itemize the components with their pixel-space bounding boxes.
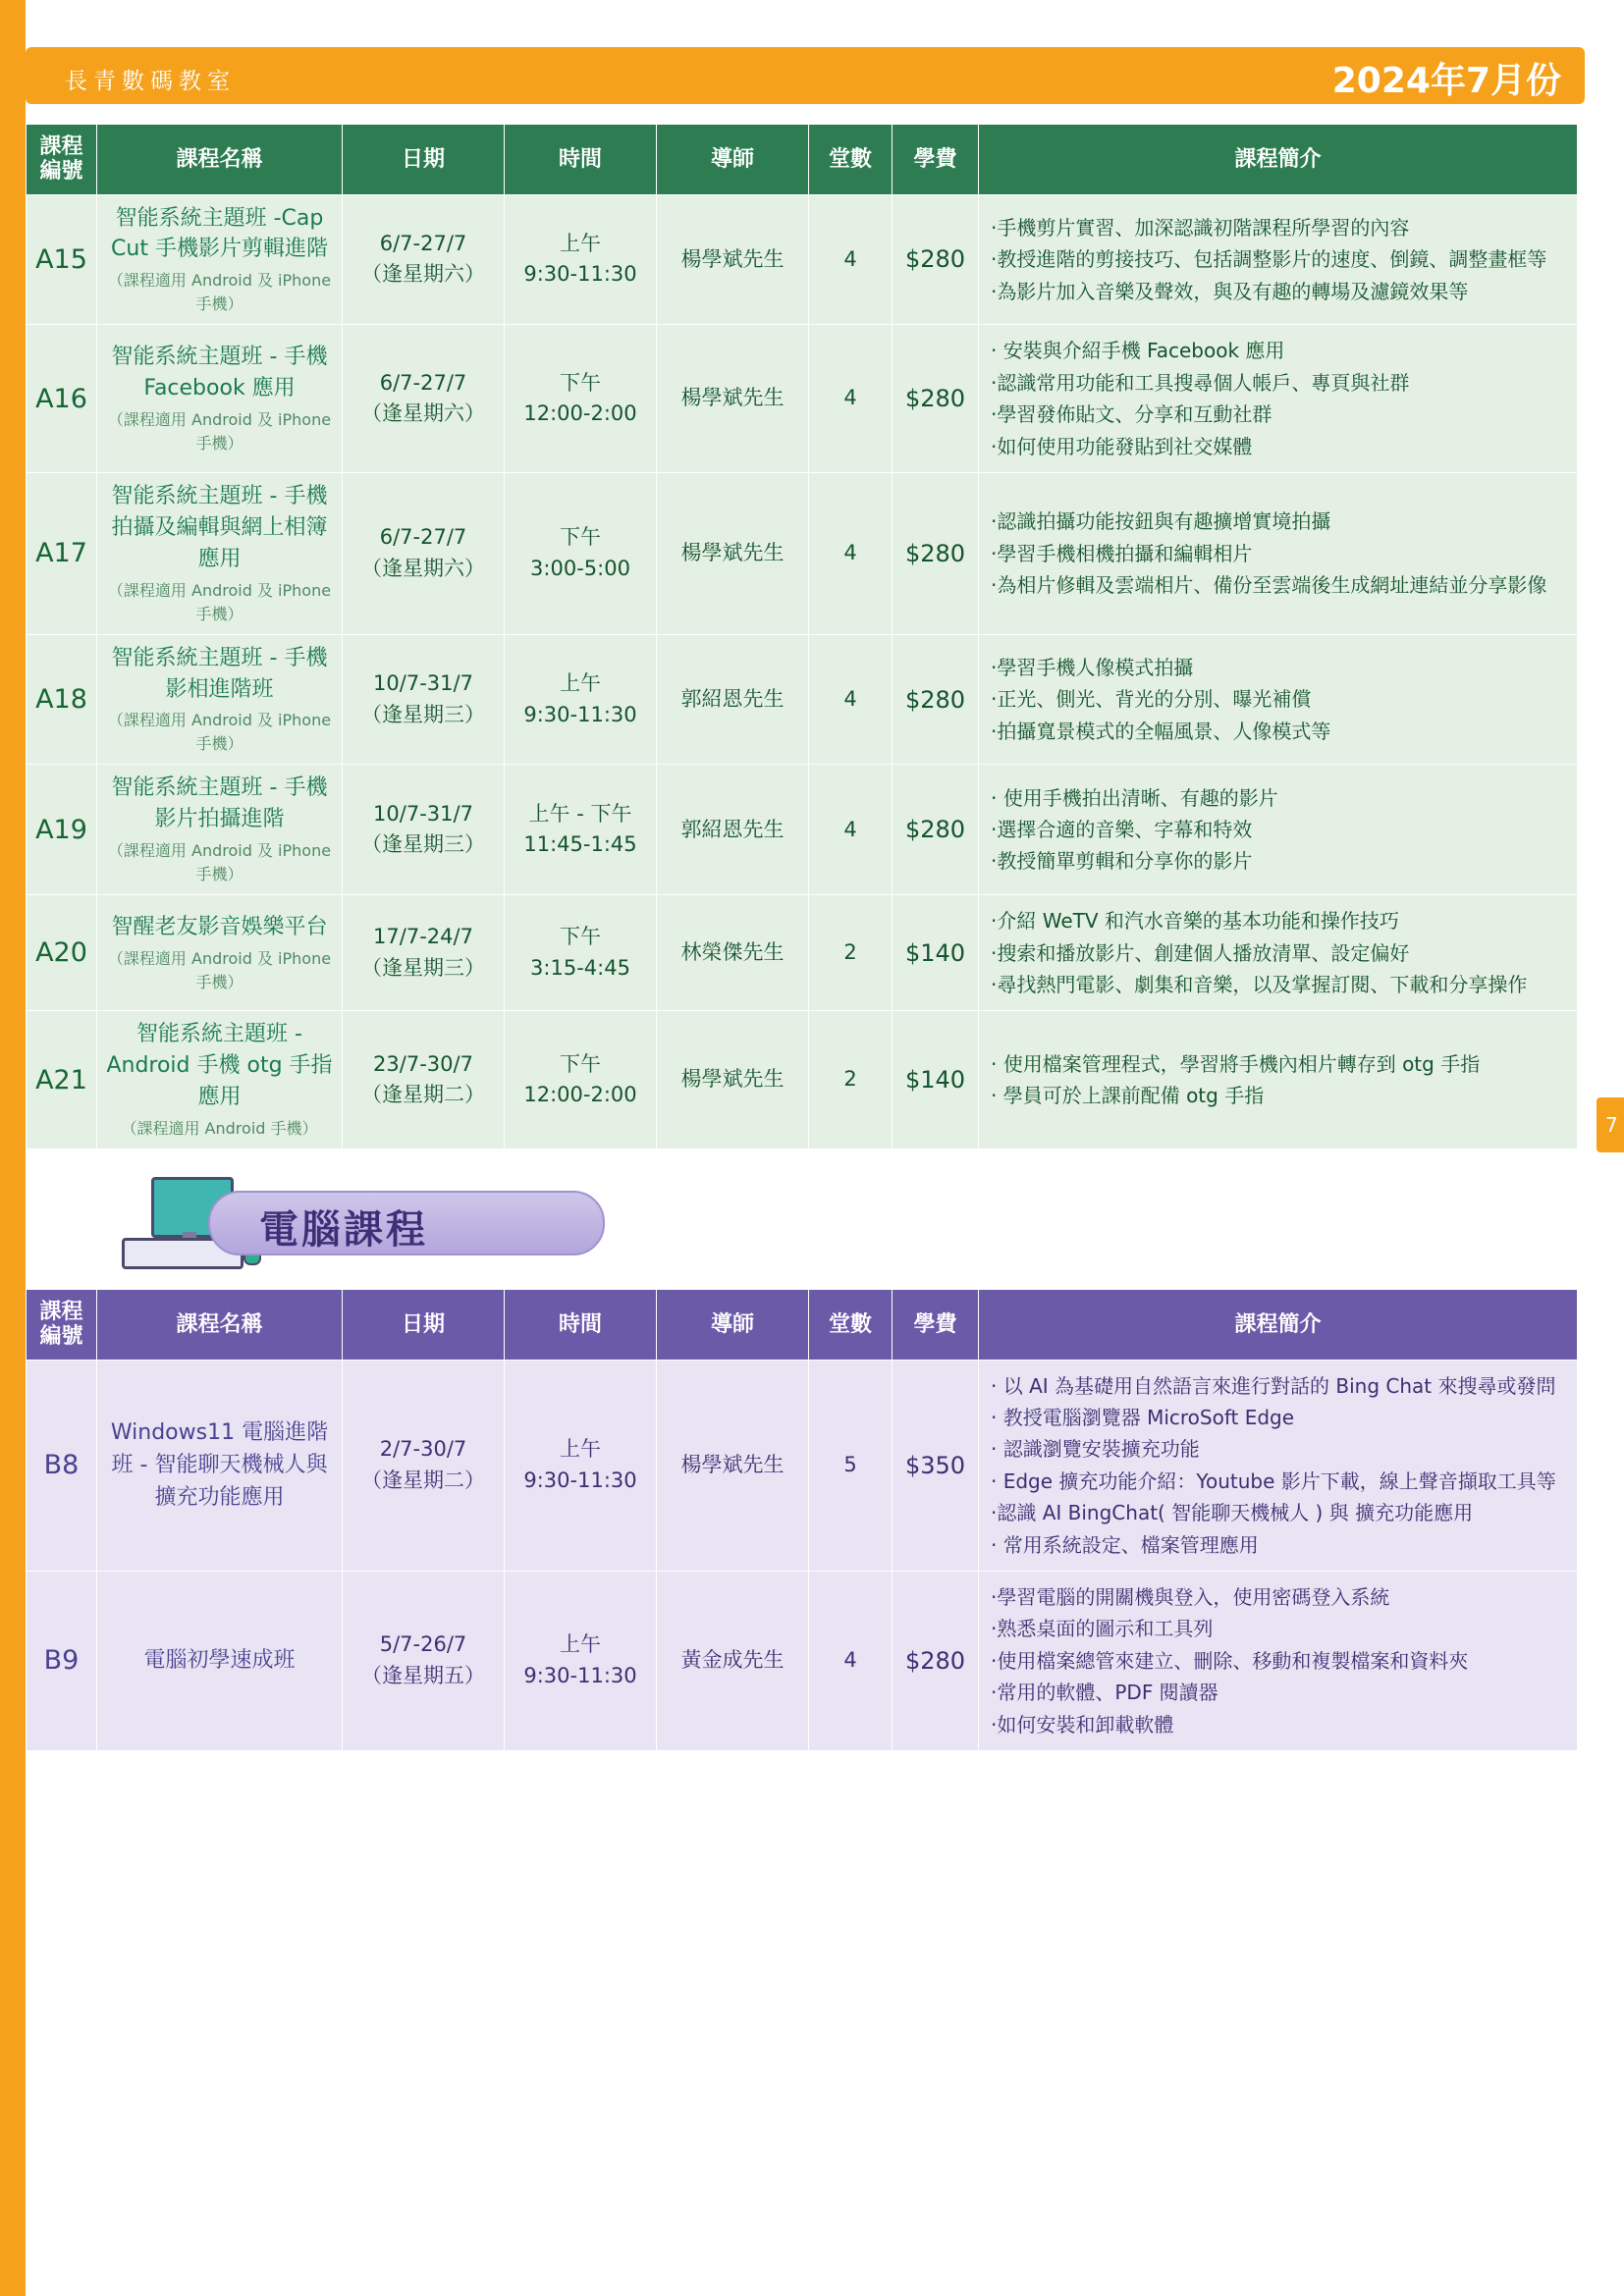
cell-course-name: 智醒老友影音娛樂平台 （課程適用 Android 及 iPhone 手機） xyxy=(97,895,343,1011)
cell-description: ‧ 使用手機拍出清晰、有趣的影片 ‧選擇合適的音樂、字幕和特效 ‧教授簡單剪輯和分享你的影片 xyxy=(979,765,1578,895)
cell-fee: $280 xyxy=(893,1571,979,1750)
computer-course-table xyxy=(26,1289,1578,1751)
col-desc: 課程簡介 xyxy=(979,1290,1578,1361)
col-fee: 學費 xyxy=(893,125,979,195)
cell-time: 下午 3:15-4:45 xyxy=(505,895,657,1011)
cell-course-name: 智能系統主題班 -Android 手機 otg 手指應用 （課程適用 Android 手機） xyxy=(97,1011,343,1149)
cell-tutor: 楊學斌先生 xyxy=(657,194,809,325)
cell-lessons: 4 xyxy=(809,1571,893,1750)
table-header-row xyxy=(27,125,1578,195)
cell-course-name-note: （課程適用 Android 及 iPhone 手機） xyxy=(107,841,332,884)
cell-time: 上午 - 下午 11:45-1:45 xyxy=(505,765,657,895)
cell-course-name: 智能系統主題班 -Cap Cut 手機影片剪輯進階 （課程適用 Android 及 iPhone 手機） xyxy=(97,194,343,325)
table-row xyxy=(27,1360,1578,1571)
col-tutor: 導師 xyxy=(657,125,809,195)
cell-course-name-note: （課程適用 Android 及 iPhone 手機） xyxy=(107,948,332,991)
table-row xyxy=(27,895,1578,1011)
cell-time: 下午 12:00-2:00 xyxy=(505,1011,657,1149)
cell-lessons: 4 xyxy=(809,325,893,473)
table-row xyxy=(27,1011,1578,1149)
cell-course-name-note: （課程適用 Android 及 iPhone 手機） xyxy=(107,410,332,454)
cell-fee: $280 xyxy=(893,325,979,473)
cell-time: 上午 9:30-11:30 xyxy=(505,1360,657,1571)
table-row xyxy=(27,472,1578,634)
table-header-row xyxy=(27,1290,1578,1361)
cell-course-name: 智能系統主題班 - 手機影片拍攝進階 （課程適用 Android 及 iPhone 手機） xyxy=(97,765,343,895)
left-orange-band xyxy=(0,0,26,2296)
cell-fee: $280 xyxy=(893,194,979,325)
cell-fee: $350 xyxy=(893,1360,979,1571)
cell-code: B9 xyxy=(27,1571,97,1750)
cell-tutor: 郭紹恩先生 xyxy=(657,765,809,895)
cell-date: 2/7-30/7 （逢星期二） xyxy=(343,1360,505,1571)
col-desc: 課程簡介 xyxy=(979,125,1578,195)
cell-description: ‧學習電腦的開關機與登入，使用密碼登入系統 ‧熟悉桌面的圖示和工具列 ‧使用檔案總管來建立、刪除、移動和複製檔案和資料夾 ‧常用的軟體、PDF 閱讀器 ‧如何安裝和卸載軟體 xyxy=(979,1571,1578,1750)
cell-date: 17/7-24/7 （逢星期三） xyxy=(343,895,505,1011)
cell-time: 下午 12:00-2:00 xyxy=(505,325,657,473)
cell-fee: $140 xyxy=(893,1011,979,1149)
col-date: 日期 xyxy=(343,125,505,195)
banner-label: 電腦課程 xyxy=(259,1207,428,1254)
cell-course-name-note: （課程適用 Android 及 iPhone 手機） xyxy=(107,580,332,623)
cell-description: ‧介紹 WeTV 和汽水音樂的基本功能和操作技巧 ‧搜索和播放影片、創建個人播放清單、設定偏好 ‧尋找熱門電影、劇集和音樂，以及掌握訂閱、下載和分享操作 xyxy=(979,895,1578,1011)
cell-lessons: 2 xyxy=(809,1011,893,1149)
cell-description: ‧ 以 AI 為基礎用自然語言來進行對話的 Bing Chat 來搜尋或發問 ‧ 教授電腦瀏覽器 MicroSoft Edge ‧ 認識瀏覽安裝擴充功能 ‧ Edge 擴充功能介紹：Youtube 影片下載，線上聲音擷取工具等 ‧認識 AI BingChat( 智能聊天機械人 ) 與 擴充功能應用 ‧ 常用系統設定、檔案管理應用 xyxy=(979,1360,1578,1571)
col-fee: 學費 xyxy=(893,1290,979,1361)
col-time: 時間 xyxy=(505,1290,657,1361)
page-header xyxy=(26,47,1597,110)
page-number: 7 xyxy=(1605,1113,1618,1137)
cell-date: 6/7-27/7 （逢星期六） xyxy=(343,194,505,325)
cell-date: 10/7-31/7 （逢星期三） xyxy=(343,765,505,895)
cell-course-name-note: （課程適用 Android 及 iPhone 手機） xyxy=(107,271,332,314)
table-row xyxy=(27,194,1578,325)
cell-fee: $280 xyxy=(893,472,979,634)
cell-lessons: 4 xyxy=(809,194,893,325)
cell-description: ‧認識拍攝功能按鈕與有趣擴增實境拍攝 ‧學習手機相機拍攝和編輯相片 ‧為相片修輯及雲端相片、備份至雲端後生成網址連結並分享影像 xyxy=(979,472,1578,634)
table-row xyxy=(27,634,1578,765)
cell-code: A17 xyxy=(27,472,97,634)
cell-course-name: 智能系統主題班 - 手機 Facebook 應用 （課程適用 Android 及 iPhone 手機） xyxy=(97,325,343,473)
cell-course-name: Windows11 電腦進階班 - 智能聊天機械人與 擴充功能應用 xyxy=(97,1360,343,1571)
cell-tutor: 黃金成先生 xyxy=(657,1571,809,1750)
cell-fee: $280 xyxy=(893,765,979,895)
cell-lessons: 4 xyxy=(809,634,893,765)
cell-date: 6/7-27/7 （逢星期六） xyxy=(343,472,505,634)
col-lessons: 堂數 xyxy=(809,1290,893,1361)
phone-course-table xyxy=(26,124,1578,1149)
cell-tutor: 楊學斌先生 xyxy=(657,472,809,634)
col-lessons: 堂數 xyxy=(809,125,893,195)
cell-course-name: 智能系統主題班 - 手機影相進階班 （課程適用 Android 及 iPhone 手機） xyxy=(97,634,343,765)
cell-description: ‧手機剪片實習、加深認識初階課程所學習的內容 ‧教授進階的剪接技巧、包括調整影片的速度、倒鏡、調整畫框等 ‧為影片加入音樂及聲效，與及有趣的轉場及濾鏡效果等 xyxy=(979,194,1578,325)
computer-section-banner xyxy=(26,1173,1597,1275)
page-number-tab xyxy=(1597,1097,1624,1152)
cell-lessons: 2 xyxy=(809,895,893,1011)
col-name: 課程名稱 xyxy=(97,125,343,195)
cell-code: B8 xyxy=(27,1360,97,1571)
cell-lessons: 4 xyxy=(809,472,893,634)
header-title: 長青數碼教室 xyxy=(65,69,236,94)
cell-time: 下午 3:00-5:00 xyxy=(505,472,657,634)
cell-code: A21 xyxy=(27,1011,97,1149)
cell-tutor: 郭紹恩先生 xyxy=(657,634,809,765)
col-tutor: 導師 xyxy=(657,1290,809,1361)
cell-tutor: 林榮傑先生 xyxy=(657,895,809,1011)
cell-tutor: 楊學斌先生 xyxy=(657,325,809,473)
cell-date: 5/7-26/7 （逢星期五） xyxy=(343,1571,505,1750)
table-row xyxy=(27,765,1578,895)
cell-course-name: 智能系統主題班 - 手機拍攝及編輯與網上相簿應用 （課程適用 Android 及 iPhone 手機） xyxy=(97,472,343,634)
col-code: 課程 編號 xyxy=(27,1290,97,1361)
table-row xyxy=(27,1571,1578,1750)
col-date: 日期 xyxy=(343,1290,505,1361)
cell-date: 23/7-30/7 （逢星期二） xyxy=(343,1011,505,1149)
col-code: 課程 編號 xyxy=(27,125,97,195)
cell-course-name-note: （課程適用 Android 及 iPhone 手機） xyxy=(107,711,332,754)
table-row xyxy=(27,325,1578,473)
cell-code: A19 xyxy=(27,765,97,895)
cell-code: A15 xyxy=(27,194,97,325)
col-name: 課程名稱 xyxy=(97,1290,343,1361)
cell-description: ‧學習手機人像模式拍攝 ‧正光、側光、背光的分別、曝光補償 ‧拍攝寬景模式的全幅風景、人像模式等 xyxy=(979,634,1578,765)
cell-course-name: 電腦初學速成班 xyxy=(97,1571,343,1750)
cell-lessons: 4 xyxy=(809,765,893,895)
cell-time: 上午 9:30-11:30 xyxy=(505,1571,657,1750)
cell-time: 上午 9:30-11:30 xyxy=(505,194,657,325)
col-time: 時間 xyxy=(505,125,657,195)
cell-tutor: 楊學斌先生 xyxy=(657,1011,809,1149)
cell-code: A16 xyxy=(27,325,97,473)
header-date: 2024年7月份 xyxy=(1331,61,1561,101)
cell-date: 6/7-27/7 （逢星期六） xyxy=(343,325,505,473)
cell-fee: $280 xyxy=(893,634,979,765)
cell-code: A20 xyxy=(27,895,97,1011)
cell-description: ‧ 安裝與介紹手機 Facebook 應用 ‧認識常用功能和工具搜尋個人帳戶、專頁與社群 ‧學習發佈貼文、分享和互動社群 ‧如何使用功能發貼到社交媒體 xyxy=(979,325,1578,473)
cell-date: 10/7-31/7 （逢星期三） xyxy=(343,634,505,765)
cell-fee: $140 xyxy=(893,895,979,1011)
cell-description: ‧ 使用檔案管理程式，學習將手機內相片轉存到 otg 手指 ‧ 學員可於上課前配備 otg 手指 xyxy=(979,1011,1578,1149)
cell-lessons: 5 xyxy=(809,1360,893,1571)
cell-course-name-note: （課程適用 Android 手機） xyxy=(121,1119,318,1139)
cell-time: 上午 9:30-11:30 xyxy=(505,634,657,765)
cell-code: A18 xyxy=(27,634,97,765)
cell-tutor: 楊學斌先生 xyxy=(657,1360,809,1571)
